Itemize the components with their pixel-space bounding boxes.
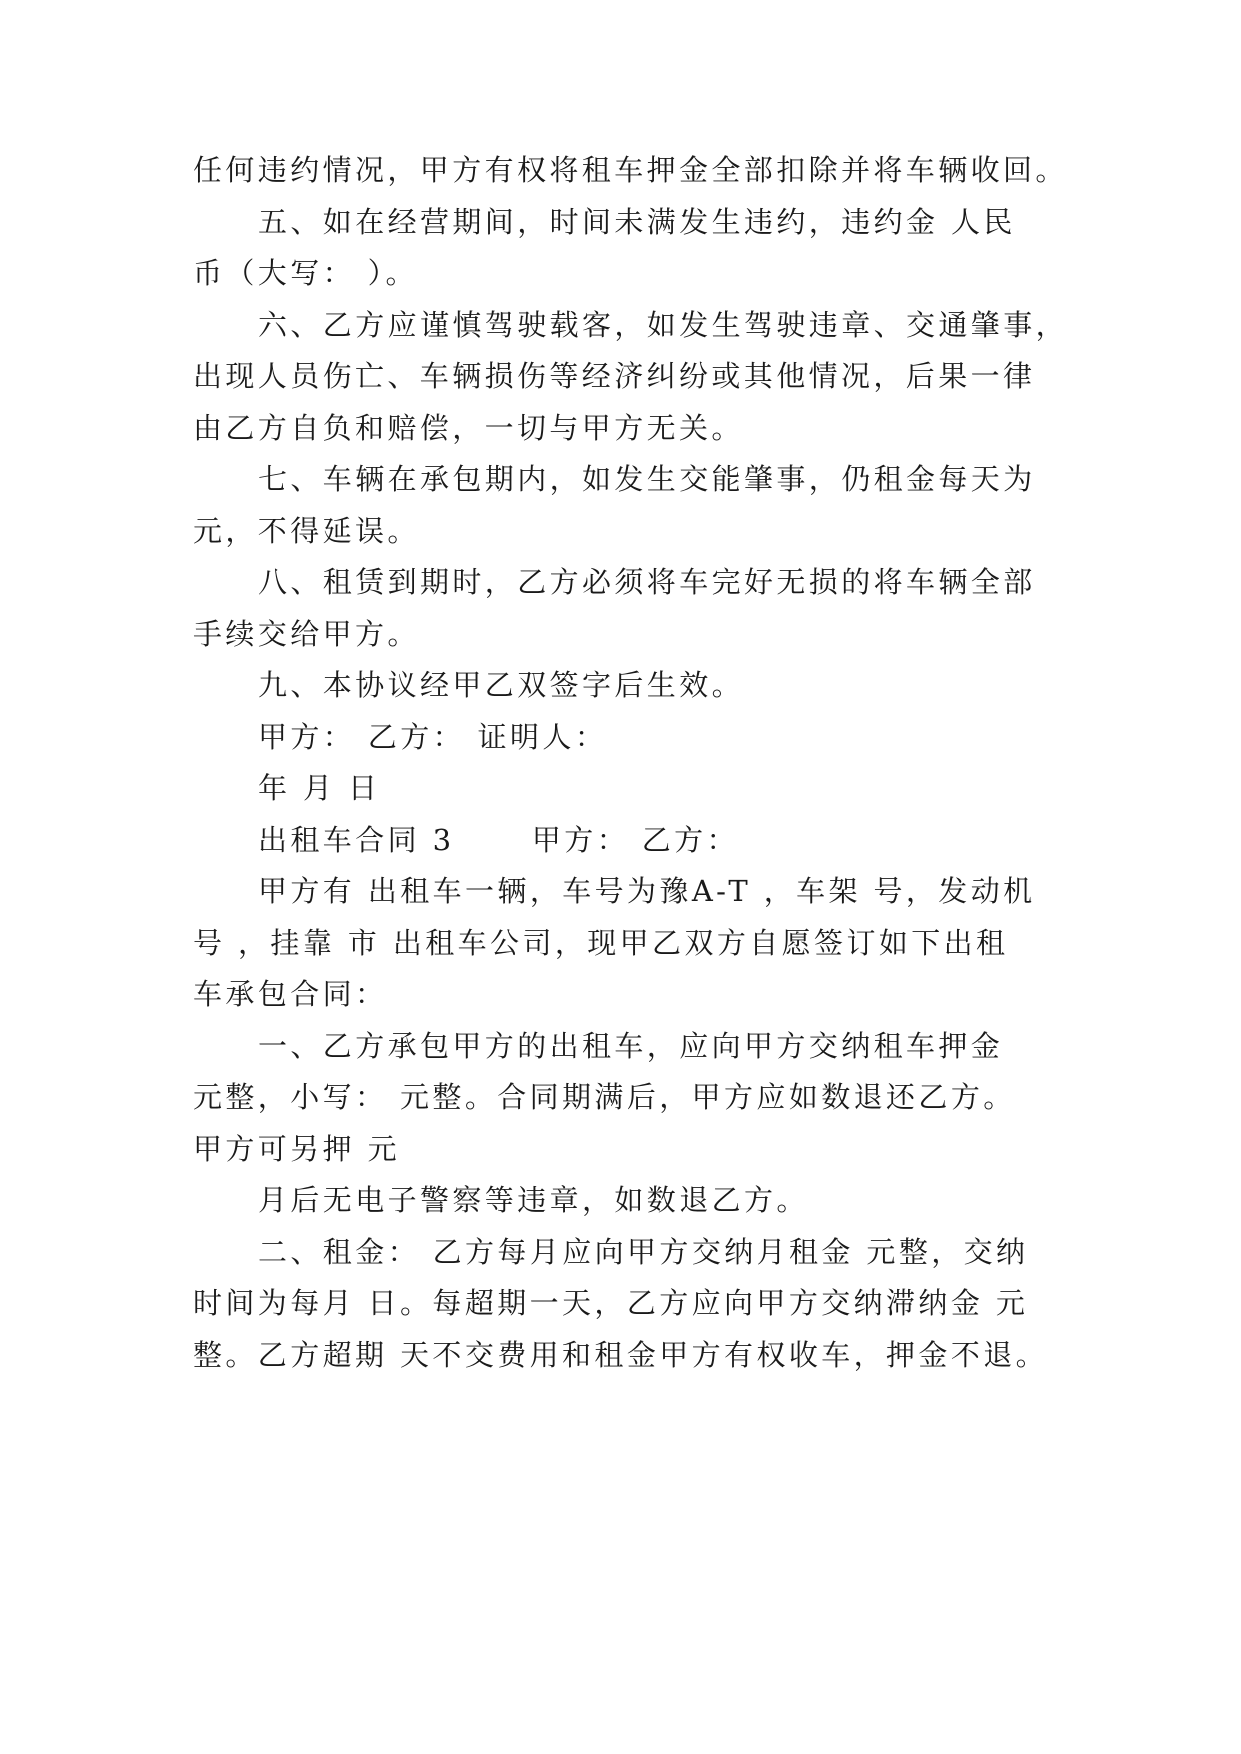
text-line: 整。乙方超期 天不交费用和租金甲方有权收车，押金不退。: [193, 1338, 1049, 1372]
signature-line: 甲方： 乙方： 证明人：: [258, 720, 608, 754]
text-line: 币（大写： ）。: [193, 256, 418, 290]
text-line: 车承包合同：: [193, 977, 388, 1011]
text-line: 由乙方自负和赔偿，一切与甲方无关。: [193, 411, 744, 445]
text-line: 号 ，挂靠 市 出租车公司，现甲乙双方自愿签订如下出租: [193, 926, 1009, 960]
section-heading: 出租车合同 3 甲方： 乙方：: [258, 823, 739, 857]
text-line: 元整，小写： 元整。合同期满后，甲方应如数退还乙方。: [193, 1080, 1016, 1114]
text-line: 时间为每月 日。每超期一天，乙方应向甲方交纳滞纳金 元: [193, 1286, 1029, 1320]
text-line: 元，不得延误。: [193, 514, 420, 548]
text-line: 七、车辆在承包期内，如发生交能肇事，仍租金每天为: [258, 462, 1036, 496]
text-line: 八、租赁到期时，乙方必须将车完好无损的将车辆全部: [258, 565, 1036, 599]
date-line: 年 月 日: [258, 771, 381, 805]
text-line: 手续交给甲方。: [193, 617, 420, 651]
text-line: 二、租金： 乙方每月应向甲方交纳月租金 元整，交纳: [258, 1235, 1029, 1269]
text-line: 六、乙方应谨慎驾驶载客，如发生驾驶违章、交通肇事，: [258, 308, 1069, 342]
text-line: 甲方有 出租车一辆，车号为豫A-T ，车架 号，发动机: [258, 874, 1036, 908]
text-line: 甲方可另押 元: [193, 1132, 401, 1166]
text-line: 出现人员伤亡、车辆损伤等经济纠纷或其他情况，后果一律: [193, 359, 1036, 393]
text-line: 月后无电子警察等违章，如数退乙方。: [258, 1183, 809, 1217]
text-line: 任何违约情况，甲方有权将租车押金全部扣除并将车辆收回。: [193, 153, 1068, 187]
text-line: 五、如在经营期间，时间未满发生违约，违约金 人民: [258, 205, 1016, 239]
text-line: 九、本协议经甲乙双签字后生效。: [258, 668, 745, 702]
text-line: 一、乙方承包甲方的出租车，应向甲方交纳租车押金: [258, 1029, 1004, 1063]
